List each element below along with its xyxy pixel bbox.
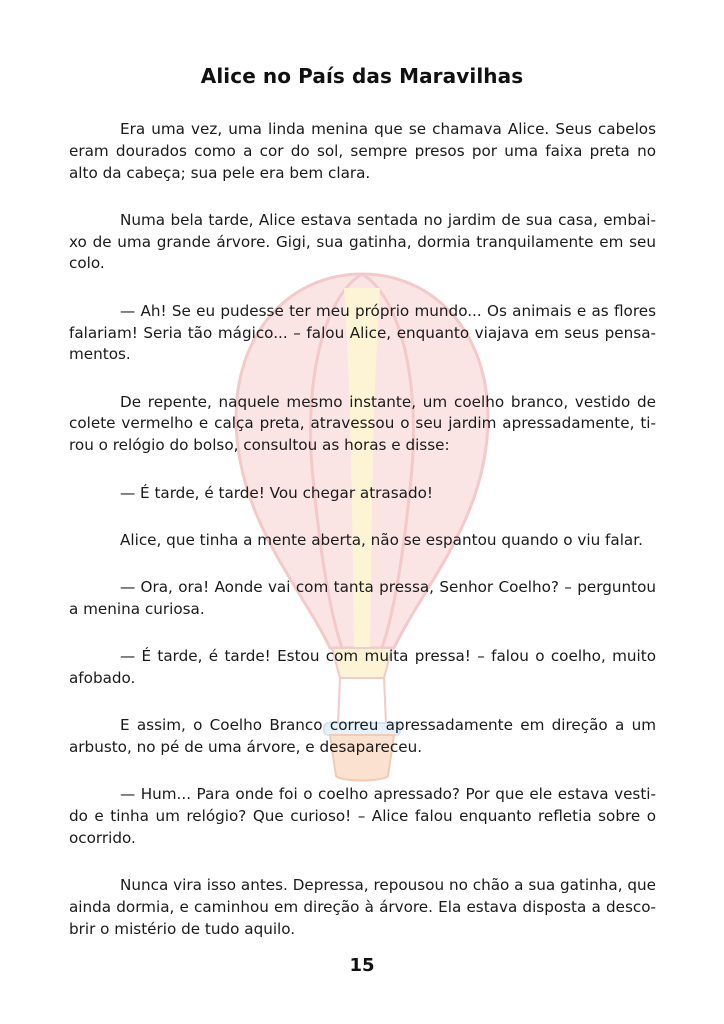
paragraph: — Hum... Para onde foi o coelho apressado? Por que ele estava vestido e tinha um relógio? Que curioso! – Alice falou enquanto refletia sobre o ocorrido. — [69, 785, 656, 848]
paragraph: Nunca vira isso antes. Depressa, repousou no chão a sua gatinha, que ainda dormia, e caminhou em direção à árvore. Ela estava disposta a descobrir o mistério de tudo aquilo. — [69, 876, 656, 938]
story-text — [69, 119, 656, 966]
paragraph: — É tarde, é tarde! Vou chegar atrasado! — [120, 483, 433, 502]
paragraph: E assim, o Coelho Branco correu apressadamente em direção a um arbusto, no pé de uma árvore, e desapareceu. — [69, 716, 656, 757]
page-number: 15 — [349, 955, 375, 976]
page-title: Alice no País das Maravilhas — [200, 64, 524, 88]
paragraph: Alice, que tinha a mente aberta, não se espantou quando o viu falar. — [120, 530, 643, 549]
paragraph: — É tarde, é tarde! Estou com muita pressa! – falou o coelho, muito afobado. — [69, 647, 656, 688]
paragraph: Era uma vez, uma linda menina que se chamava Alice. Seus cabelos eram dourados como a cor do sol, sempre presos por uma faixa preta no alto da cabeça; sua pele era bem clara. — [69, 120, 656, 182]
paragraph: — Ora, ora! Aonde vai com tanta pressa, Senhor Coelho? – perguntou a menina curiosa. — [69, 578, 656, 618]
paragraph: De repente, naquele mesmo instante, um coelho branco, vestido de colete vermelho e calça preta, atravessou o seu jardim apressadamente, tirou o relógio do bolso, consultou as horas e disse: — [69, 392, 656, 455]
paragraph: — Ah! Se eu pudesse ter meu próprio mundo... Os animais e as flores falariam! Seria tão mágico... – falou Alice, enquanto viajava em seus pensamentos. — [69, 301, 656, 364]
paragraph: Numa bela tarde, Alice estava sentada no jardim de sua casa, embaixo de uma grande árvore. Gigi, sua gatinha, dormia tranquilamente em seu colo. — [69, 210, 656, 273]
